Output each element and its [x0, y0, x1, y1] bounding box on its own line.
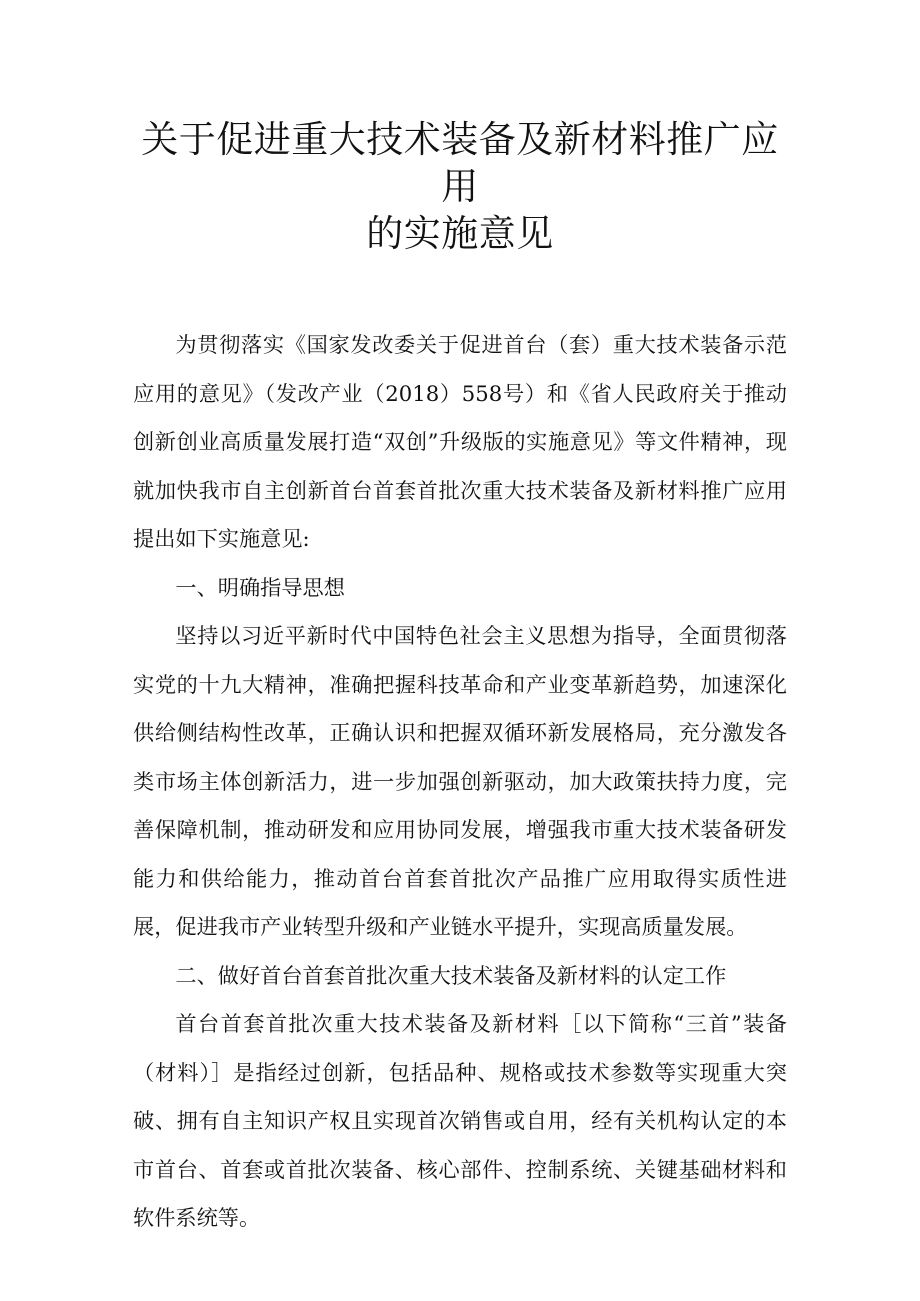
document-body [133, 321, 787, 1243]
title-line-2: 的实施意见 [366, 212, 554, 255]
section-2-heading: 二、做好首台首套首批次重大技术装备及新材料的认定工作 [175, 962, 727, 988]
section-2-paragraph: 首台首套首批次重大技术装备及新材料［以下简称“三首”装备（材料）］是指经过创新，包括品种、规格或技术参数等实现重大突破、拥有自主知识产权且实现首次销售或自用，经有关机构认定的本市首台、首套或首批次装备、核心部件、控制系统、关键基础材料和软件系统等。 [133, 1011, 787, 1230]
document-title [133, 116, 787, 257]
title-line-1: 关于促进重大技术装备及新材料推广应用 [141, 118, 779, 208]
section-1-heading: 一、明确指导思想 [175, 574, 345, 600]
section-1-paragraph: 坚持以习近平新时代中国特色社会主义思想为指导，全面贯彻落实党的十九大精神，准确把握科技革命和产业变革新趋势，加速深化供给侧结构性改革，正确认识和把握双循环新发展格局，充分激发各类市场主体创新活力，进一步加强创新驱动，加大政策扶持力度，完善保障机制，推动研发和应用协同发展，增强我市重大技术装备研发能力和供给能力，推动首台首套首批次产品推广应用取得实质性进展，促进我市产业转型升级和产业链水平提升，实现高质量发展。 [133, 623, 787, 939]
intro-paragraph: 为贯彻落实《国家发改委关于促进首台（套）重大技术装备示范应用的意见》（发改产业（2018）558号）和《省人民政府关于推动创新创业高质量发展打造“双创”升级版的实施意见》等文件精神，现就加快我市自主创新首台首套首批次重大技术装备及新材料推广应用提出如下实施意见: [133, 332, 787, 551]
